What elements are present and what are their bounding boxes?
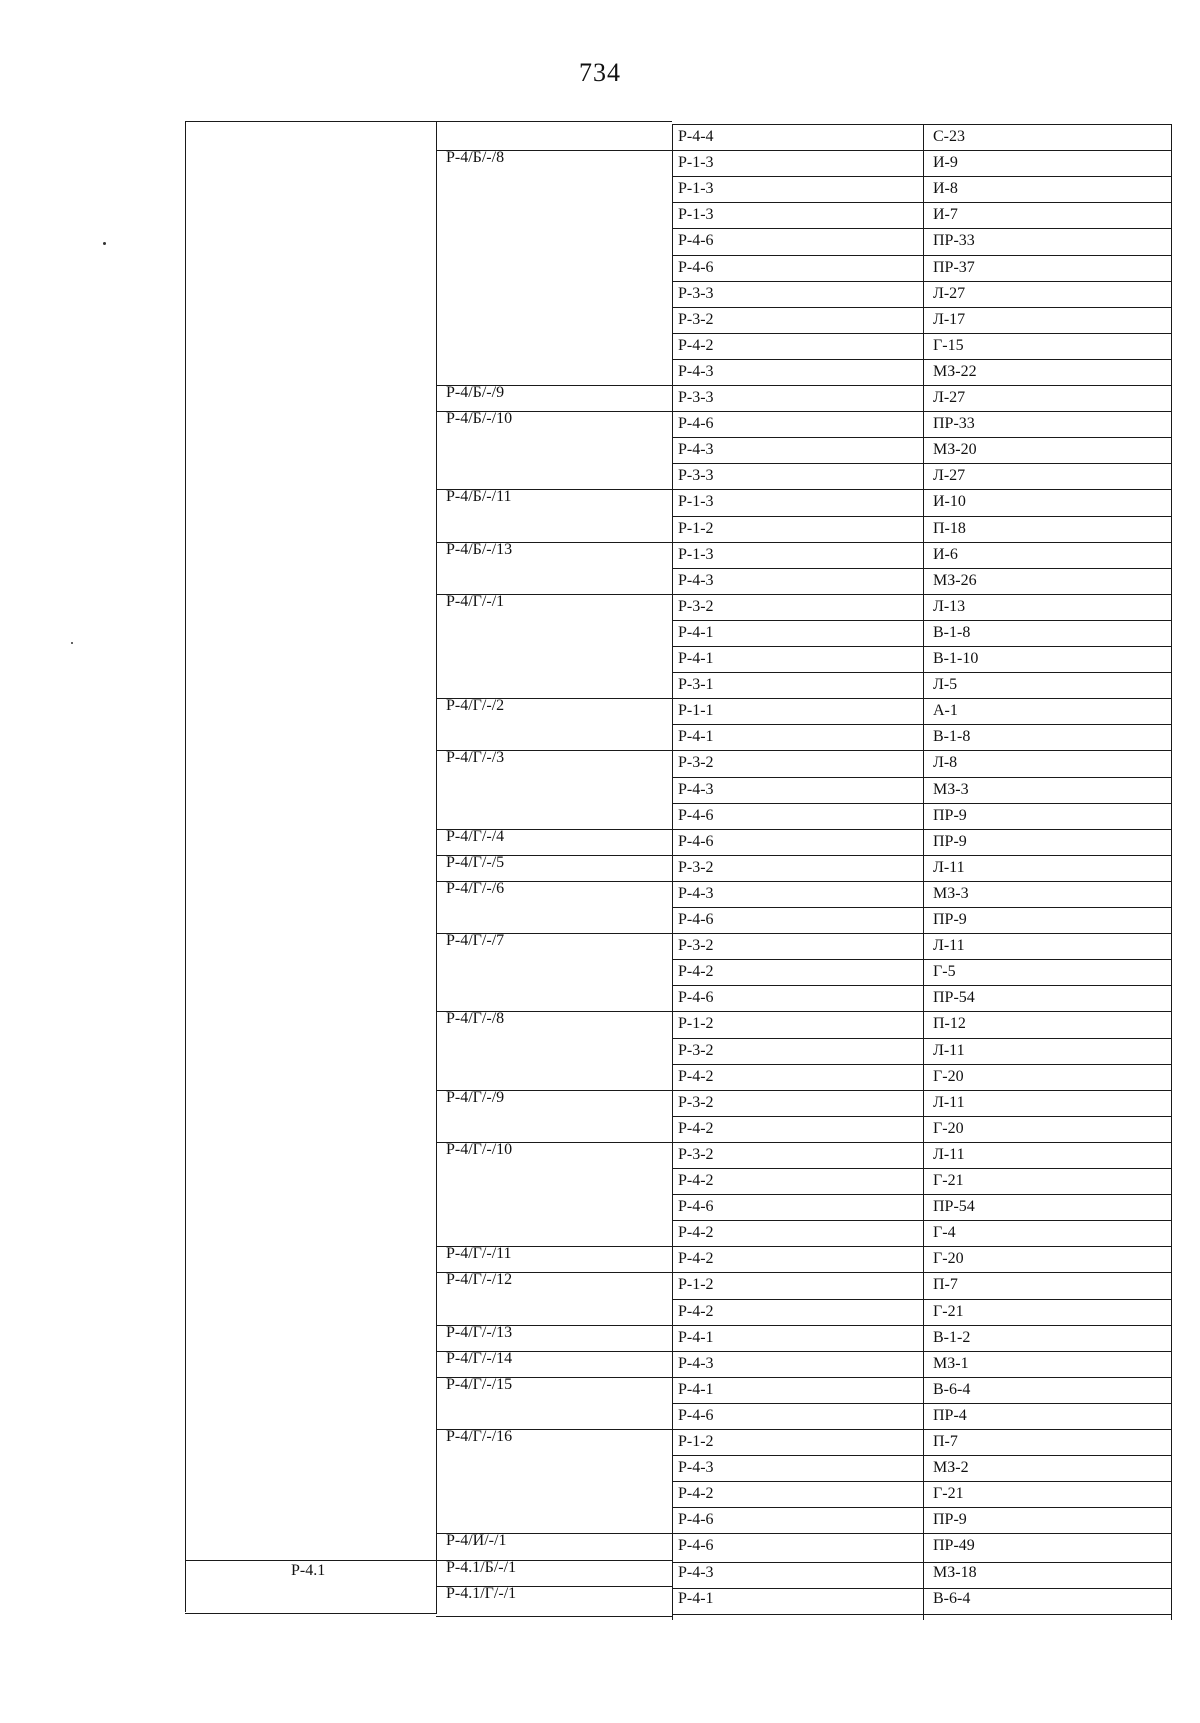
- row-rule: [672, 228, 1172, 229]
- row-rule: [672, 1142, 1172, 1143]
- code-cell: Р-3-3: [678, 284, 714, 302]
- ref-cell: Л-13: [933, 597, 966, 615]
- code-cell: Р-4-6: [678, 806, 714, 824]
- code-cell: Р-3-2: [678, 310, 714, 328]
- row-rule: [672, 385, 1172, 386]
- code-cell: Р-4-1: [678, 728, 714, 746]
- row-rule: [672, 750, 1172, 751]
- code-cell: Р-4-2: [678, 1067, 714, 1085]
- table-top-rule: [672, 124, 1172, 125]
- code-cell: Р-3-2: [678, 1145, 714, 1163]
- subgroup-label: Р-4/Б/-/10: [446, 410, 513, 428]
- row-rule: [672, 803, 1172, 804]
- code-cell: Р-4-2: [678, 1224, 714, 1242]
- code-cell: Р-3-2: [678, 754, 714, 772]
- row-rule: [672, 698, 1172, 699]
- code-cell: Р-1-2: [678, 1433, 714, 1450]
- ref-cell: ПР-9: [933, 806, 967, 824]
- code-cell: Р-1-3: [678, 154, 714, 172]
- ref-cell: П-12: [933, 1015, 966, 1033]
- ref-cell: Г-21: [933, 1485, 964, 1503]
- subgroup-label: Р-4/Г/-/16: [446, 1428, 513, 1445]
- row-rule: [672, 777, 1172, 778]
- ref-cell: МЗ-3: [933, 884, 969, 902]
- subgroup-label: Р-4/Г/-/5: [446, 853, 505, 871]
- row-rule: [672, 1272, 1172, 1273]
- table-top-rule: [185, 121, 672, 122]
- code-cell: Р-4-3: [678, 884, 714, 902]
- ref-cell: МЗ-1: [933, 1354, 969, 1372]
- code-cell: Р-4-2: [678, 1172, 714, 1189]
- row-rule: [672, 1299, 1172, 1300]
- code-cell: Р-1-2: [678, 519, 714, 537]
- subgroup-label: Р-4/Г/-/6: [446, 879, 505, 897]
- ref-cell: МЗ-3: [933, 780, 969, 798]
- row-rule: [672, 359, 1172, 360]
- row-rule: [672, 307, 1172, 308]
- code-cell: Р-1-3: [678, 545, 714, 563]
- column-rule: [923, 124, 924, 1620]
- ref-cell: Г-20: [933, 1119, 964, 1137]
- code-cell: Р-4-6: [678, 1511, 714, 1529]
- group-rule: [436, 1616, 672, 1617]
- row-rule: [672, 933, 1172, 934]
- row-rule: [672, 1507, 1172, 1508]
- code-cell: Р-4-4: [678, 128, 714, 145]
- code-cell: Р-4-3: [678, 1563, 714, 1581]
- code-cell: Р-4-6: [678, 258, 714, 276]
- code-cell: Р-4-1: [678, 1589, 714, 1607]
- row-rule: [672, 463, 1172, 464]
- row-rule: [672, 489, 1172, 490]
- row-rule: [672, 907, 1172, 908]
- subgroup-label: Р-4/Г/-/15: [446, 1375, 513, 1393]
- main-group-rule: [185, 1560, 436, 1561]
- ref-cell: Л-27: [933, 284, 966, 302]
- ref-cell: Л-11: [933, 858, 965, 876]
- row-rule: [672, 333, 1172, 334]
- subgroup-label: Р-4/Б/-/11: [446, 488, 512, 506]
- row-rule: [672, 1038, 1172, 1039]
- ref-cell: ПР-54: [933, 989, 975, 1007]
- row-rule: [672, 176, 1172, 177]
- ref-cell: И-6: [933, 545, 958, 563]
- ref-cell: Л-11: [933, 1093, 965, 1111]
- row-rule: [672, 959, 1172, 960]
- code-cell: Р-4-3: [678, 780, 714, 798]
- ref-cell: И-7: [933, 206, 958, 224]
- page-number: 734: [579, 58, 621, 87]
- code-cell: Р-3-2: [678, 1093, 714, 1111]
- row-rule: [672, 1377, 1172, 1378]
- code-cell: Р-4-2: [678, 1485, 714, 1503]
- subgroup-label: Р-4/Г/-/11: [446, 1245, 512, 1263]
- ref-cell: МЗ-2: [933, 1459, 969, 1477]
- code-cell: Р-4-2: [678, 1302, 714, 1320]
- ref-cell: И-9: [933, 154, 958, 172]
- ref-cell: ПР-37: [933, 258, 975, 276]
- subgroup-label: Р-4/Г/-/3: [446, 749, 505, 767]
- row-rule: [672, 255, 1172, 256]
- row-rule: [672, 1403, 1172, 1404]
- row-rule: [672, 594, 1172, 595]
- row-rule: [672, 829, 1172, 830]
- ref-cell: Г-15: [933, 336, 964, 354]
- ref-cell: ПР-4: [933, 1406, 967, 1424]
- ref-cell: ПР-49: [933, 1537, 975, 1555]
- code-cell: Р-4-3: [678, 441, 714, 459]
- main-group-rule: [185, 1613, 436, 1614]
- code-cell: Р-3-3: [678, 467, 714, 485]
- ref-cell: В-1-10: [933, 650, 979, 667]
- row-rule: [672, 1325, 1172, 1326]
- row-rule: [672, 1533, 1172, 1534]
- subgroup-label: Р-4/Г/-/14: [446, 1349, 513, 1367]
- ref-cell: С-23: [933, 128, 965, 145]
- row-rule: [672, 281, 1172, 282]
- row-rule: [672, 1116, 1172, 1117]
- column-rule: [672, 124, 673, 1620]
- row-rule: [672, 1614, 1172, 1615]
- ref-cell: А-1: [933, 702, 958, 720]
- code-cell: Р-1-3: [678, 180, 714, 198]
- code-cell: Р-4-1: [678, 1380, 714, 1398]
- scan-speck: [103, 242, 106, 245]
- ref-cell: Л-11: [933, 1041, 965, 1059]
- code-cell: Р-1-3: [678, 493, 714, 511]
- code-cell: Р-4-1: [678, 1328, 714, 1346]
- row-rule: [672, 1011, 1172, 1012]
- ref-cell: Л-8: [933, 754, 958, 772]
- code-cell: Р-4-3: [678, 1459, 714, 1477]
- code-cell: Р-3-2: [678, 1041, 714, 1059]
- code-cell: Р-4-2: [678, 336, 714, 354]
- ref-cell: Л-27: [933, 389, 966, 406]
- code-cell: Р-4-3: [678, 571, 714, 589]
- code-cell: Р-4-2: [678, 963, 714, 981]
- row-rule: [672, 1455, 1172, 1456]
- code-cell: Р-4-6: [678, 911, 714, 928]
- row-rule: [672, 855, 1172, 856]
- ref-cell: В-6-4: [933, 1589, 971, 1607]
- code-cell: Р-4-3: [678, 1354, 714, 1372]
- subgroup-label: Р-4/Г/-/10: [446, 1140, 513, 1158]
- row-rule: [672, 646, 1172, 647]
- code-cell: Р-1-1: [678, 702, 714, 720]
- subgroup-label: Р-4/Г/-/1: [446, 592, 505, 610]
- ref-cell: И-8: [933, 180, 958, 198]
- code-cell: Р-1-3: [678, 206, 714, 224]
- ref-cell: Л-11: [933, 937, 965, 955]
- subgroup-label: Р-4/Г/-/7: [446, 932, 505, 950]
- row-rule: [672, 1351, 1172, 1352]
- main-group-label: Р-4.1: [291, 1561, 326, 1579]
- column-rule: [185, 121, 186, 1612]
- row-rule: [672, 568, 1172, 569]
- code-cell: Р-4-1: [678, 650, 714, 667]
- row-rule: [672, 437, 1172, 438]
- code-cell: Р-4-6: [678, 1406, 714, 1424]
- ref-cell: Г-20: [933, 1067, 964, 1085]
- ref-cell: МЗ-22: [933, 362, 977, 380]
- column-rule: [1171, 124, 1172, 1620]
- row-rule: [672, 1481, 1172, 1482]
- code-cell: Р-1-2: [678, 1276, 714, 1294]
- subgroup-label: Р-4/Г/-/4: [446, 827, 505, 845]
- ref-cell: ПР-54: [933, 1198, 975, 1216]
- ref-cell: Г-21: [933, 1172, 964, 1189]
- ref-cell: В-1-8: [933, 728, 971, 746]
- ref-cell: ПР-33: [933, 232, 975, 250]
- row-rule: [672, 881, 1172, 882]
- row-rule: [672, 1194, 1172, 1195]
- ref-cell: МЗ-20: [933, 441, 977, 459]
- subgroup-label: Р-4/Б/-/9: [446, 384, 505, 401]
- code-cell: Р-3-2: [678, 858, 714, 876]
- code-cell: Р-4-6: [678, 1198, 714, 1216]
- code-cell: Р-3-2: [678, 937, 714, 955]
- code-cell: Р-4-6: [678, 1537, 714, 1555]
- code-cell: Р-4-6: [678, 232, 714, 250]
- row-rule: [672, 1429, 1172, 1430]
- row-rule: [672, 1588, 1172, 1589]
- code-cell: Р-4-1: [678, 623, 714, 641]
- code-cell: Р-4-6: [678, 989, 714, 1007]
- ref-cell: Л-27: [933, 467, 966, 485]
- ref-cell: Л-17: [933, 310, 966, 328]
- subgroup-label: Р-4/Г/-/9: [446, 1088, 505, 1106]
- row-rule: [672, 985, 1172, 986]
- code-cell: Р-1-2: [678, 1015, 714, 1033]
- ref-cell: П-18: [933, 519, 966, 537]
- row-rule: [672, 411, 1172, 412]
- ref-cell: В-6-4: [933, 1380, 971, 1398]
- row-rule: [672, 202, 1172, 203]
- code-cell: Р-4-2: [678, 1250, 714, 1268]
- subgroup-label: Р-4/Г/-/12: [446, 1271, 513, 1289]
- ref-cell: Г-5: [933, 963, 956, 981]
- subgroup-label: Р-4/И/-/1: [446, 1532, 507, 1550]
- ref-cell: В-1-2: [933, 1328, 971, 1346]
- ref-cell: В-1-8: [933, 623, 971, 641]
- code-cell: Р-3-1: [678, 676, 714, 694]
- subgroup-label: Р-4/Г/-/13: [446, 1323, 513, 1341]
- ref-cell: ПР-33: [933, 415, 975, 433]
- subgroup-label: Р-4/Б/-/8: [446, 149, 505, 167]
- ref-cell: П-7: [933, 1433, 958, 1450]
- ref-cell: Л-11: [933, 1145, 965, 1163]
- subgroup-label: Р-4/Г/-/2: [446, 697, 505, 715]
- ref-cell: ПР-9: [933, 832, 967, 850]
- row-rule: [672, 150, 1172, 151]
- row-rule: [672, 1064, 1172, 1065]
- ref-cell: П-7: [933, 1276, 958, 1294]
- row-rule: [672, 724, 1172, 725]
- row-rule: [672, 542, 1172, 543]
- ref-cell: Г-20: [933, 1250, 964, 1268]
- row-rule: [672, 1562, 1172, 1563]
- ref-cell: И-10: [933, 493, 966, 511]
- row-rule: [672, 1168, 1172, 1169]
- code-cell: Р-4-3: [678, 362, 714, 380]
- row-rule: [672, 1090, 1172, 1091]
- ref-cell: МЗ-18: [933, 1563, 977, 1581]
- column-rule: [436, 121, 437, 1614]
- ref-cell: ПР-9: [933, 1511, 967, 1529]
- row-rule: [672, 620, 1172, 621]
- subgroup-label: Р-4/Г/-/8: [446, 1010, 505, 1028]
- subgroup-label: Р-4.1/Г/-/1: [446, 1584, 517, 1602]
- ref-cell: ПР-9: [933, 911, 967, 928]
- code-cell: Р-3-2: [678, 597, 714, 615]
- ref-cell: МЗ-26: [933, 571, 977, 589]
- scan-speck: [71, 642, 73, 644]
- row-rule: [672, 516, 1172, 517]
- ref-cell: Л-5: [933, 676, 958, 694]
- code-cell: Р-4-2: [678, 1119, 714, 1137]
- code-cell: Р-4-6: [678, 832, 714, 850]
- subgroup-label: Р-4/Б/-/13: [446, 540, 513, 558]
- subgroup-label: Р-4.1/Б/-/1: [446, 1558, 517, 1576]
- row-rule: [672, 672, 1172, 673]
- ref-cell: Г-4: [933, 1224, 956, 1242]
- code-cell: Р-4-6: [678, 415, 714, 433]
- code-cell: Р-3-3: [678, 389, 714, 406]
- ref-cell: Г-21: [933, 1302, 964, 1320]
- row-rule: [672, 1220, 1172, 1221]
- row-rule: [672, 1246, 1172, 1247]
